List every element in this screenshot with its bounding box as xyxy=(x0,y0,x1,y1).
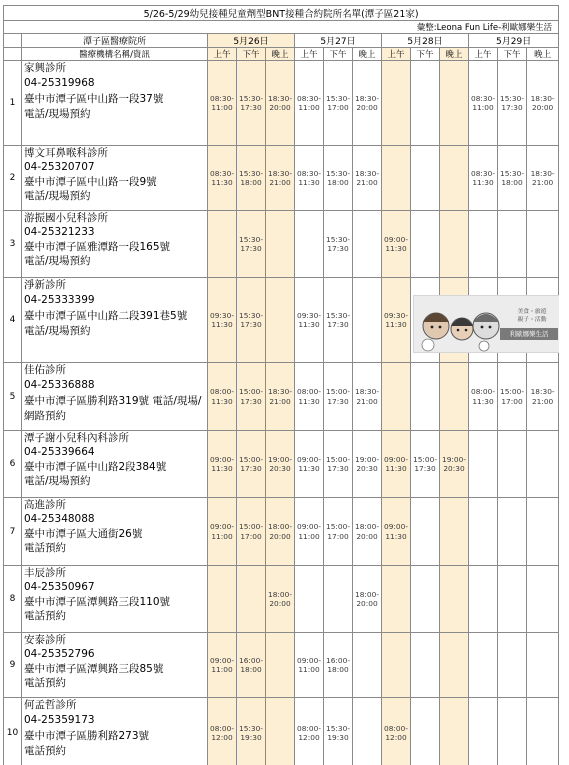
row-number: 5 xyxy=(4,363,22,431)
time-slot-cell: 18:00- 20:00 xyxy=(266,498,295,566)
time-slot-cell xyxy=(411,146,440,211)
time-slot-cell: 09:00- 11:00 xyxy=(295,633,324,698)
time-slot-cell: 09:00- 11:30 xyxy=(382,498,411,566)
time-slot-cell: 15:00- 17:30 xyxy=(237,363,266,431)
row-number: 1 xyxy=(4,61,22,146)
time-slot-cell xyxy=(527,211,559,278)
clinic-info xyxy=(22,633,208,698)
clinic-info xyxy=(22,61,208,146)
promo-image xyxy=(413,295,559,353)
time-slot-cell: 19:00- 20:30 xyxy=(266,431,295,498)
time-slot-cell xyxy=(266,698,295,765)
clinic-booking: 電話/現場預約 xyxy=(24,189,91,202)
time-slot-cell xyxy=(382,363,411,431)
clinic-row xyxy=(4,146,559,211)
time-slot-cell xyxy=(440,498,469,566)
time-slot-cell: 18:30- 21:00 xyxy=(527,146,559,211)
time-slot-cell: 19:00- 20:30 xyxy=(353,431,382,498)
time-slot-cell: 18:30- 21:00 xyxy=(527,363,559,431)
time-slot-cell: 19:00- 20:30 xyxy=(440,431,469,498)
time-slot-cell: 15:30- 18:00 xyxy=(237,146,266,211)
time-slot-cell: 18:00- 20:00 xyxy=(353,566,382,633)
slot-0529-evening: 晚上 xyxy=(527,48,559,61)
clinic-address: 臺中市潭子區大通街26號 xyxy=(24,527,143,540)
time-slot-cell xyxy=(382,61,411,146)
time-slot-cell: 18:00- 20:00 xyxy=(353,498,382,566)
time-slot-cell xyxy=(527,698,559,765)
time-slot-cell xyxy=(353,698,382,765)
clinic-row xyxy=(4,211,559,278)
time-slot-cell xyxy=(440,698,469,765)
clinic-info xyxy=(22,498,208,566)
time-slot-cell: 15:00- 17:00 xyxy=(324,498,353,566)
clinic-row xyxy=(4,61,559,146)
time-slot-cell: 08:00- 11:30 xyxy=(208,363,237,431)
time-slot-cell xyxy=(382,633,411,698)
time-slot-cell xyxy=(469,498,498,566)
time-slot-cell: 09:00- 11:00 xyxy=(208,498,237,566)
time-slot-cell: 18:30- 21:00 xyxy=(266,363,295,431)
row-number: 7 xyxy=(4,498,22,566)
clinic-phone: 04-25348088 xyxy=(24,513,95,526)
time-slot-cell: 15:30- 18:00 xyxy=(498,146,527,211)
time-slot-cell: 08:30- 11:00 xyxy=(295,61,324,146)
header-name-info: 醫療機構名稱/資訊 xyxy=(22,48,208,61)
cartoon-family-icon xyxy=(414,296,559,352)
slot-0529-morning: 上午 xyxy=(469,48,498,61)
time-slot-cell xyxy=(469,566,498,633)
time-slot-cell: 08:30- 11:00 xyxy=(469,61,498,146)
slot-0526-evening: 晚上 xyxy=(266,48,295,61)
time-slot-cell: 08:00- 12:00 xyxy=(208,698,237,765)
time-slot-cell: 15:00- 17:00 xyxy=(237,498,266,566)
header-district-clinics: 潭子區醫療院所 xyxy=(22,34,208,48)
time-slot-cell: 09:00- 11:30 xyxy=(382,431,411,498)
clinic-row xyxy=(4,363,559,431)
time-slot-cell: 08:00- 12:00 xyxy=(382,698,411,765)
header-date-0527: 5月27日 xyxy=(295,34,382,48)
time-slot-cell xyxy=(353,633,382,698)
time-slot-cell: 15:30- 19:30 xyxy=(324,698,353,765)
clinic-row xyxy=(4,431,559,498)
clinic-info xyxy=(22,278,208,363)
clinic-phone: 04-25333399 xyxy=(24,294,95,307)
time-slot-cell xyxy=(266,278,295,363)
clinic-row xyxy=(4,698,559,765)
time-slot-cell: 18:30- 21:00 xyxy=(353,363,382,431)
time-slot-cell xyxy=(527,431,559,498)
slot-0528-afternoon: 下午 xyxy=(411,48,440,61)
clinic-phone: 04-25319968 xyxy=(24,77,95,90)
clinic-phone: 04-25359173 xyxy=(24,714,95,727)
time-slot-cell xyxy=(440,363,469,431)
header-date-0526: 5月26日 xyxy=(208,34,295,48)
time-slot-cell xyxy=(208,211,237,278)
clinic-info xyxy=(22,431,208,498)
time-slot-cell xyxy=(440,566,469,633)
time-slot-cell xyxy=(440,211,469,278)
clinic-schedule-table xyxy=(3,5,559,765)
time-slot-cell xyxy=(527,633,559,698)
time-slot-cell: 18:30- 20:00 xyxy=(353,61,382,146)
time-slot-cell: 08:30- 11:00 xyxy=(208,61,237,146)
time-slot-cell: 15:00- 17:30 xyxy=(324,431,353,498)
clinic-booking: 電話預約 xyxy=(24,676,66,689)
time-slot-cell xyxy=(469,211,498,278)
time-slot-cell: 16:00- 18:00 xyxy=(324,633,353,698)
time-slot-cell xyxy=(266,633,295,698)
time-slot-cell xyxy=(208,566,237,633)
clinic-address: 臺中市潭子區中山路一段9號 xyxy=(24,175,157,188)
slot-0527-morning: 上午 xyxy=(295,48,324,61)
slot-0529-afternoon: 下午 xyxy=(498,48,527,61)
clinic-address: 臺中市潭子區潭興路三段110號 xyxy=(24,595,171,608)
time-slot-cell xyxy=(498,498,527,566)
time-slot-cell: 18:00- 20:00 xyxy=(266,566,295,633)
slot-0526-afternoon: 下午 xyxy=(237,48,266,61)
clinic-info xyxy=(22,566,208,633)
clinic-row xyxy=(4,633,559,698)
header-number-cell xyxy=(4,48,22,61)
time-slot-cell: 15:00- 17:30 xyxy=(237,431,266,498)
time-slot-cell: 15:30- 19:30 xyxy=(237,698,266,765)
time-slot-cell: 09:00- 11:00 xyxy=(208,633,237,698)
clinic-address: 臺中市潭子區中山路二段391巷5號 xyxy=(24,309,188,322)
time-slot-cell: 09:00- 11:30 xyxy=(208,431,237,498)
clinic-row xyxy=(4,566,559,633)
header-date-0528: 5月28日 xyxy=(382,34,469,48)
clinic-phone: 04-25350967 xyxy=(24,581,95,594)
slot-0527-afternoon: 下午 xyxy=(324,48,353,61)
time-slot-cell: 15:30- 17:30 xyxy=(237,278,266,363)
clinic-booking: 電話預約 xyxy=(24,745,66,758)
time-slot-cell xyxy=(498,633,527,698)
time-slot-cell: 16:00- 18:00 xyxy=(237,633,266,698)
time-slot-cell: 18:30- 20:00 xyxy=(527,61,559,146)
time-slot-cell: 08:00- 11:30 xyxy=(295,363,324,431)
time-slot-cell: 18:30- 21:00 xyxy=(353,146,382,211)
time-slot-cell xyxy=(469,633,498,698)
clinic-name: 高進診所 xyxy=(24,499,66,511)
clinic-name: 游振國小兒科診所 xyxy=(24,212,108,224)
time-slot-cell: 15:00- 17:00 xyxy=(498,363,527,431)
time-slot-cell xyxy=(411,566,440,633)
time-slot-cell xyxy=(295,566,324,633)
clinic-name: 丰辰診所 xyxy=(24,567,66,579)
time-slot-cell: 18:30- 21:00 xyxy=(266,146,295,211)
time-slot-cell: 15:30- 17:30 xyxy=(237,211,266,278)
time-slot-cell xyxy=(469,698,498,765)
time-slot-cell: 15:30- 17:00 xyxy=(324,61,353,146)
time-slot-cell xyxy=(411,698,440,765)
clinic-info xyxy=(22,698,208,765)
time-slot-cell xyxy=(382,146,411,211)
time-slot-cell: 15:30- 17:30 xyxy=(324,211,353,278)
time-slot-cell xyxy=(353,278,382,363)
clinic-address: 臺中市潭子區潭興路三段85號 xyxy=(24,662,164,675)
time-slot-cell xyxy=(498,211,527,278)
time-slot-cell: 08:30- 11:30 xyxy=(469,146,498,211)
clinic-info xyxy=(22,363,208,431)
time-slot-cell xyxy=(440,61,469,146)
time-slot-cell: 09:30- 11:30 xyxy=(382,278,411,363)
time-slot-cell xyxy=(266,211,295,278)
slot-0528-morning: 上午 xyxy=(382,48,411,61)
time-slot-cell: 15:00- 17:30 xyxy=(324,363,353,431)
clinic-name: 博文耳鼻喉科診所 xyxy=(24,147,108,159)
time-slot-cell xyxy=(440,146,469,211)
time-slot-cell xyxy=(382,566,411,633)
time-slot-cell: 15:30- 17:30 xyxy=(498,61,527,146)
time-slot-cell: 15:30- 17:30 xyxy=(324,278,353,363)
row-number: 10 xyxy=(4,698,22,765)
clinic-phone: 04-25352796 xyxy=(24,648,95,661)
time-slot-cell: 08:30- 11:30 xyxy=(208,146,237,211)
clinic-booking: 電話預約 xyxy=(24,541,66,554)
time-slot-cell xyxy=(353,211,382,278)
clinic-address: 臺中市潭子區中山路2段384號 xyxy=(24,460,167,473)
clinic-booking: 電話/現場預約 xyxy=(24,108,91,121)
clinic-address: 臺中市潭子區勝利路319號 電話/現場/網路預約 xyxy=(24,394,202,423)
clinic-name: 淨新診所 xyxy=(24,279,66,291)
header-date-0529: 5月29日 xyxy=(469,34,559,48)
header-corner xyxy=(4,34,22,48)
time-slot-cell xyxy=(498,698,527,765)
row-number: 3 xyxy=(4,211,22,278)
clinic-name: 潭子謝小兒科內科診所 xyxy=(24,432,129,444)
time-slot-cell: 08:00- 11:30 xyxy=(469,363,498,431)
clinic-name: 安泰診所 xyxy=(24,634,66,646)
clinic-booking: 電話預約 xyxy=(24,609,66,622)
time-slot-cell: 09:30- 11:30 xyxy=(208,278,237,363)
time-slot-cell xyxy=(440,633,469,698)
row-number: 8 xyxy=(4,566,22,633)
time-slot-cell: 09:00- 11:00 xyxy=(295,498,324,566)
time-slot-cell: 08:30- 11:30 xyxy=(295,146,324,211)
clinic-booking: 電話/現場預約 xyxy=(24,474,91,487)
clinic-info xyxy=(22,211,208,278)
promo-caption: 美食・旅遊 親子・活動 xyxy=(517,309,547,323)
clinic-phone: 04-25320707 xyxy=(24,161,95,174)
slot-0527-evening: 晚上 xyxy=(353,48,382,61)
time-slot-cell xyxy=(295,211,324,278)
time-slot-cell: 15:30- 18:00 xyxy=(324,146,353,211)
clinic-phone: 04-25339664 xyxy=(24,446,95,459)
time-slot-cell xyxy=(411,633,440,698)
slot-0526-morning: 上午 xyxy=(208,48,237,61)
time-slot-cell xyxy=(411,363,440,431)
clinic-address: 臺中市潭子區雅潭路一段165號 xyxy=(24,240,171,253)
row-number: 4 xyxy=(4,278,22,363)
sheet-credit: 彙整:Leona Fun Life-利歐娜樂生活 xyxy=(4,21,559,34)
time-slot-cell xyxy=(498,431,527,498)
clinic-name: 家興診所 xyxy=(24,62,66,74)
time-slot-cell: 18:30- 20:00 xyxy=(266,61,295,146)
row-number: 2 xyxy=(4,146,22,211)
row-number: 9 xyxy=(4,633,22,698)
time-slot-cell: 09:00- 11:30 xyxy=(295,431,324,498)
clinic-phone: 04-25321233 xyxy=(24,226,95,239)
time-slot-cell xyxy=(527,498,559,566)
time-slot-cell xyxy=(469,431,498,498)
time-slot-cell xyxy=(324,566,353,633)
time-slot-cell: 15:00- 17:30 xyxy=(411,431,440,498)
time-slot-cell xyxy=(411,61,440,146)
row-number: 6 xyxy=(4,431,22,498)
clinic-row xyxy=(4,498,559,566)
clinic-booking: 電話/現場預約 xyxy=(24,325,91,338)
time-slot-cell xyxy=(498,566,527,633)
clinic-name: 何孟哲診所 xyxy=(24,699,77,711)
clinic-booking: 電話/現場預約 xyxy=(24,254,91,267)
clinic-info xyxy=(22,146,208,211)
vaccination-clinic-sheet xyxy=(3,5,559,765)
time-slot-cell xyxy=(411,498,440,566)
time-slot-cell xyxy=(411,211,440,278)
clinic-phone: 04-25336888 xyxy=(24,379,95,392)
time-slot-cell xyxy=(237,566,266,633)
sheet-title: 5/26-5/29幼兒接種兒童劑型BNT接種合約院所名單(潭子區21家) xyxy=(4,6,559,21)
clinic-name: 佳佑診所 xyxy=(24,364,66,376)
promo-brand-logo: 利歐娜樂生活 xyxy=(500,328,558,340)
time-slot-cell: 09:30- 11:30 xyxy=(295,278,324,363)
clinic-address: 臺中市潭子區中山路一段37號 xyxy=(24,92,164,105)
time-slot-cell: 09:00- 11:30 xyxy=(382,211,411,278)
time-slot-cell xyxy=(527,566,559,633)
time-slot-cell: 15:30- 17:30 xyxy=(237,61,266,146)
clinic-address: 臺中市潭子區勝利路273號 xyxy=(24,729,150,742)
time-slot-cell: 08:00- 12:00 xyxy=(295,698,324,765)
slot-0528-evening: 晚上 xyxy=(440,48,469,61)
